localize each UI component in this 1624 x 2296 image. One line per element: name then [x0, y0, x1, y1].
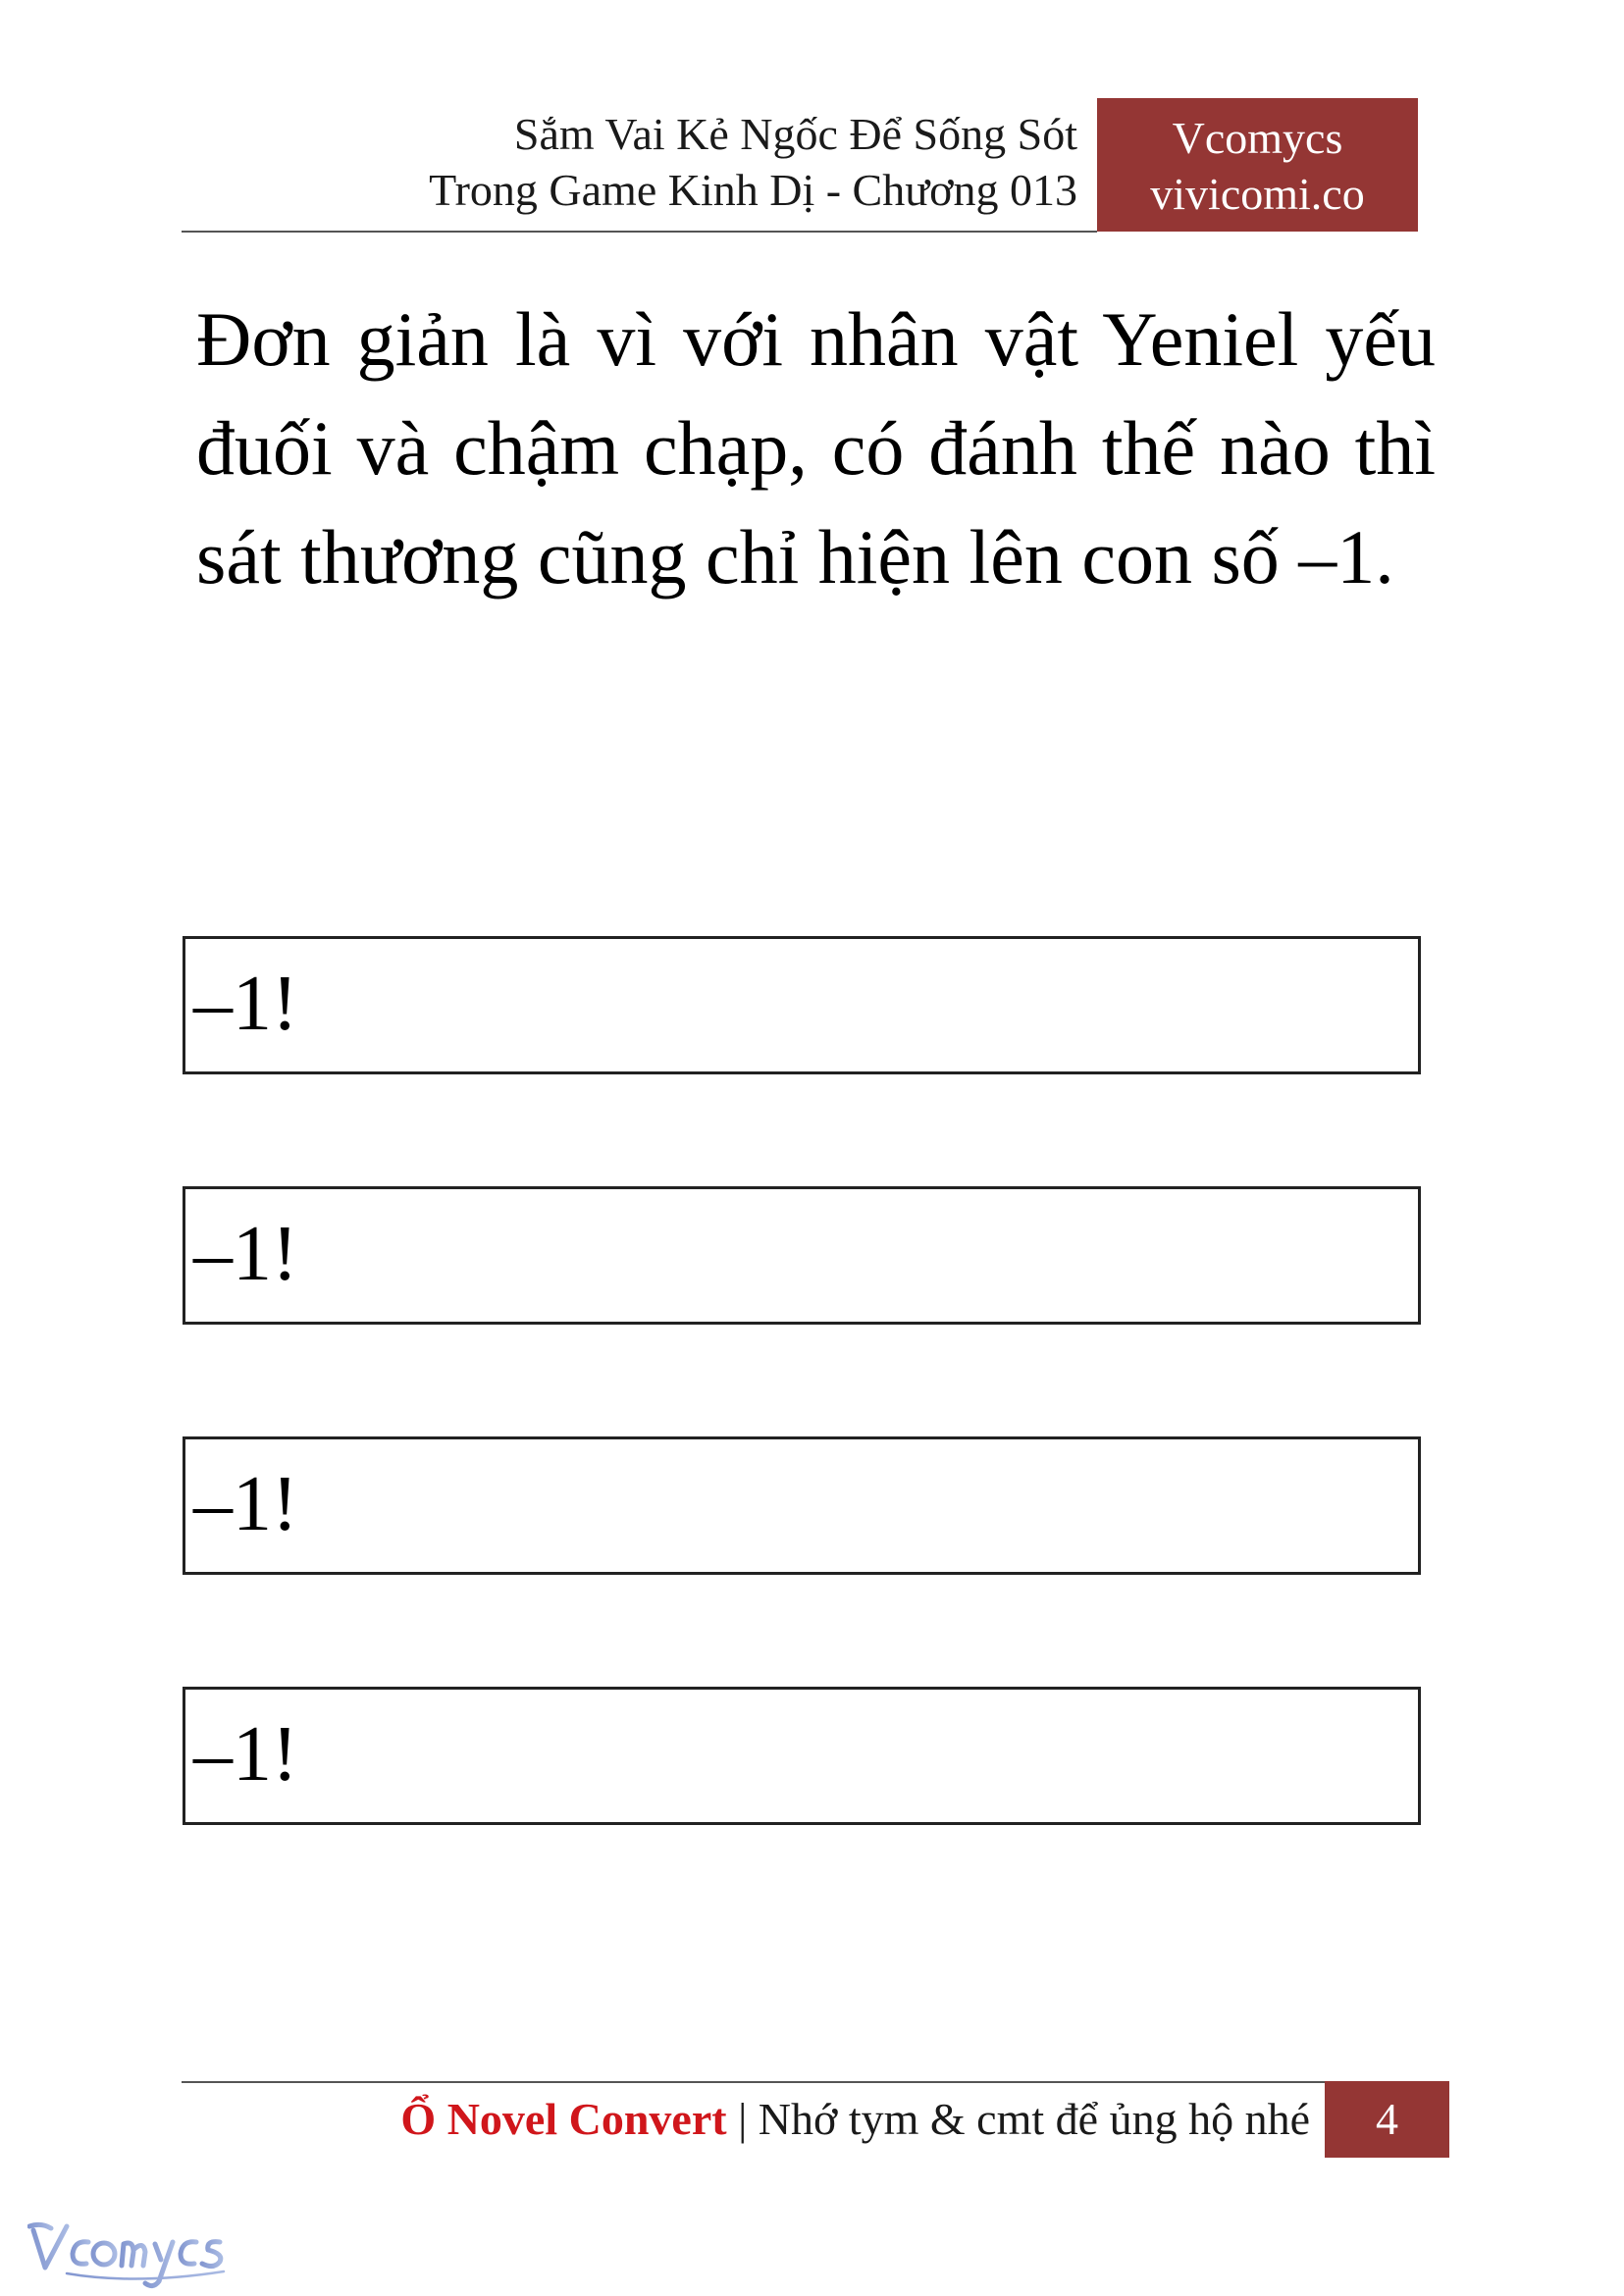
- document-title: [324, 106, 1077, 218]
- vcomycs-logo: [27, 2213, 253, 2291]
- damage-box: –1!: [183, 1436, 1421, 1575]
- footer-divider: [182, 2081, 1325, 2083]
- header-divider: [182, 231, 1097, 233]
- badge-site-name: Vcomycs: [1172, 113, 1343, 163]
- body-paragraph: Đơn giản là vì với nhân vật Yeniel yếu đuối và chậm chạp, có đánh thế nào thì sát thương cũng chỉ hiện lên con số –1.: [196, 296, 1436, 600]
- footer-text: [196, 2090, 1310, 2149]
- page-number: 4: [1325, 2081, 1449, 2158]
- damage-box: –1!: [183, 936, 1421, 1074]
- damage-box: –1!: [183, 1687, 1421, 1825]
- footer-separator: |: [738, 2094, 748, 2144]
- title-line-2: Trong Game Kinh Dị - Chương 013: [429, 165, 1077, 215]
- source-badge: [1097, 98, 1418, 232]
- footer-message: Nhớ tym & cmt để ủng hộ nhé: [758, 2094, 1310, 2144]
- badge-site-url: vivicomi.co: [1150, 169, 1365, 219]
- damage-box: –1!: [183, 1186, 1421, 1325]
- title-line-1: Sắm Vai Kẻ Ngốc Để Sống Sót: [513, 109, 1077, 159]
- footer-brand: Ổ Novel Convert: [400, 2094, 727, 2144]
- vcomycs-logo-icon: [27, 2213, 253, 2291]
